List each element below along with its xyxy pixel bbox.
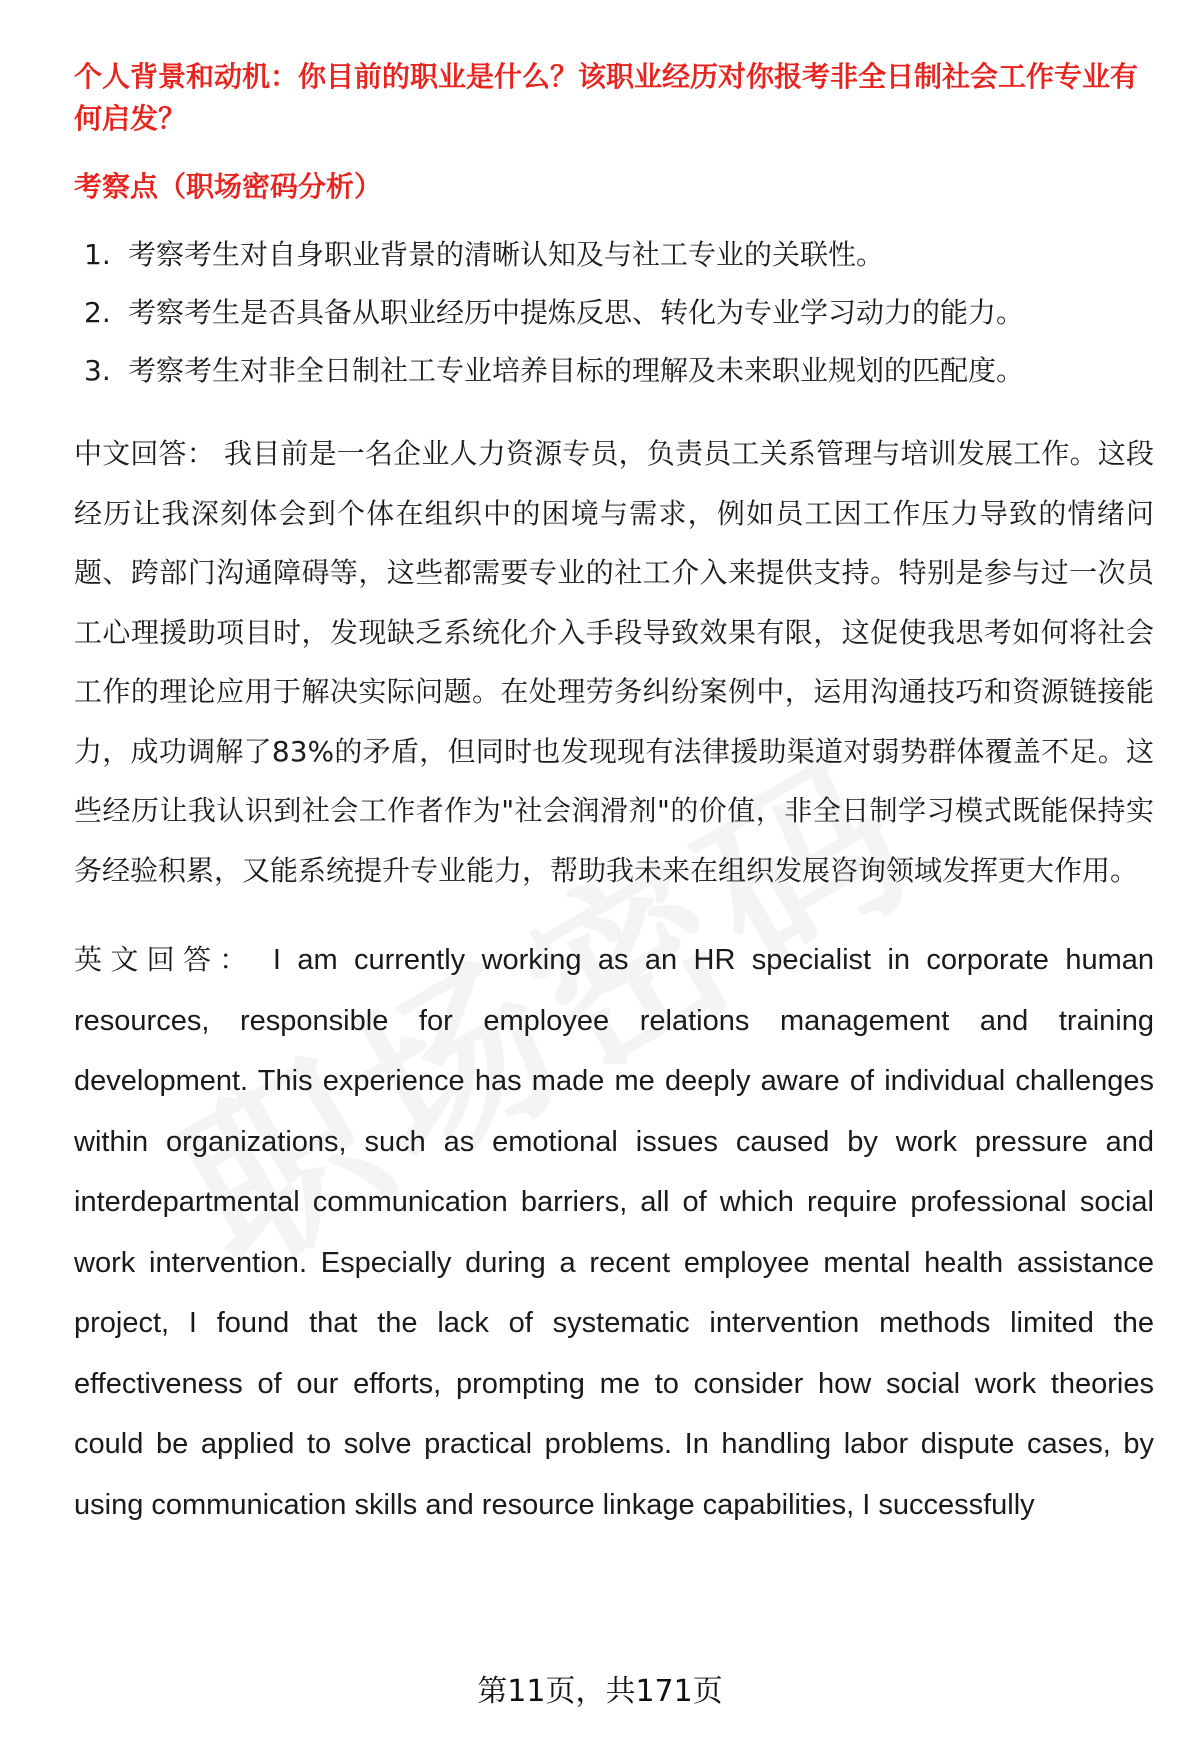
- list-item-text: 考察考生对非全日制社工专业培养目标的理解及未来职业规划的匹配度。: [128, 354, 1025, 387]
- chinese-answer: [74, 424, 1154, 900]
- focus-points-list: [74, 226, 1154, 400]
- english-answer-label: 英文回答：: [74, 943, 256, 976]
- list-item: [84, 284, 1154, 342]
- list-item-number: 1.: [84, 238, 111, 271]
- document-page: [74, 56, 1154, 1535]
- list-item: [84, 342, 1154, 400]
- english-answer-text: I am currently working as an HR specialist in corporate human resources, responsible for employee relations management and training development. This experience has made me deeply aware of individual challenges within organizations, such as emotional issues caused by work pressure and interdepartmental communication barriers, all of which require professional social work intervention. Especially during a recent employee mental health assistance project, I found that the lack of systematic intervention methods limited the effectiveness of our efforts, prompting me to consider how social work theories could be applied to solve practical problems. In handling labor dispute cases, by using communication skills and resource linkage capabilities, I successfully: [74, 944, 1154, 1521]
- list-item-number: 2.: [84, 296, 111, 329]
- question-heading: 个人背景和动机：你目前的职业是什么？该职业经历对你报考非全日制社会工作专业有何启发？: [74, 60, 1139, 135]
- chinese-answer-label: 中文回答：: [74, 437, 215, 470]
- chinese-answer-text: 我目前是一名企业人力资源专员，负责员工关系管理与培训发展工作。这段经历让我深刻体会到个体在组织中的困境与需求，例如员工因工作压力导致的情绪问题、跨部门沟通障碍等，这些都需要专业的社工介入来提供支持。特别是参与过一次员工心理援助项目时，发现缺乏系统化介入手段导致效果有限，这促使我思考如何将社会工作的理论应用于解决实际问题。在处理劳务纠纷案例中，运用沟通技巧和资源链接能力，成功调解了83%的矛盾，但同时也发现现有法律援助渠道对弱势群体覆盖不足。这些经历让我认识到社会工作者作为"社会润滑剂"的价值，非全日制学习模式既能保持实务经验积累，又能系统提升专业能力，帮助我未来在组织发展咨询领域发挥更大作用。: [74, 437, 1154, 887]
- page-number-footer: 第11页，共171页: [477, 1674, 723, 1709]
- focus-points-title: 考察点（职场密码分析）: [74, 170, 383, 203]
- english-answer: [74, 930, 1154, 1535]
- list-item-number: 3.: [84, 354, 111, 387]
- list-item: [84, 226, 1154, 284]
- list-item-text: 考察考生对自身职业背景的清晰认知及与社工专业的关联性。: [128, 238, 885, 271]
- list-item-text: 考察考生是否具备从职业经历中提炼反思、转化为专业学习动力的能力。: [128, 296, 1025, 329]
